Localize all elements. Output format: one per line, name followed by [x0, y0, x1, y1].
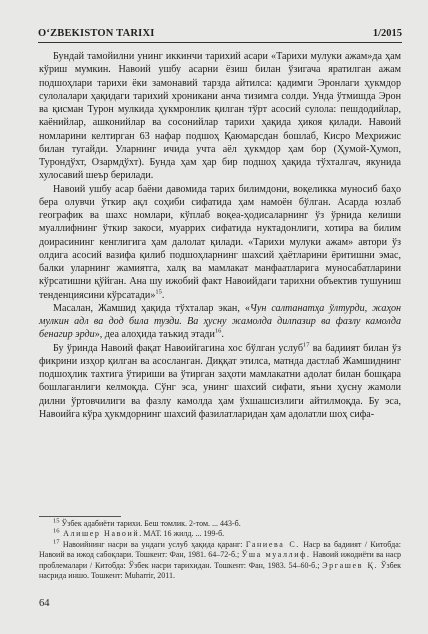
text-run: Бундай тамойилни унинг иккинчи тарихий асари «Тарихи мулуки ажам»да ҳам кўриш мумкин. Навоий ушбу асарни ёзиш билан ўзигача яратилган ажам подшоҳлари тарихи ёки замонавий тарзда айтилса: қадимги Эронлаги ҳукмдор сулолалари ҳақидаги тарихий хроникани анча тизимга солди. Унда ўтмишда Эрон ва қисман Турон мулкида ҳукмронлик қилган тўрт асосий сулола: пешдодийлар, каёнийлар, ашконийлар ва сосонийлар тарихи ҳақида ҳикоя қилади. Навоий номларини келтирган 63 нафар подшоҳ Қаюмарсдан бошлаб, Кисро Меҳрижис билан тугайди. Уларнинг ичида учта аёл ҳукмдор ҳам бор (Ҳумой-Ҳумоп, Туронд	[39, 51, 401, 168]
text-run: .	[221, 329, 224, 341]
text-run: .	[161, 289, 165, 301]
text-run: Ўзбек насрида иншо. Тошкент: Muharrir, 2011.	[39, 560, 402, 581]
footnote-ref: 16	[53, 527, 60, 535]
footnote-rule	[39, 516, 121, 517]
text-run: ва бадиият билан ўз фикрини изҳор қилган ва асосланган. Диққат этилса, матнда дастлаб Жамшиднинг подшоҳлик тахтига ўтириши ва ўтирган заҳоти мамлакатни адолат билан бошқара бошлаганлиги келмоқда. Сўнг эса, унинг шахсий сифати, яъни ҳусну жамоли дилни ўртовчилиги ва фазлу камолда ҳам ўхшашсизлиги айтилмоқда. Бу эса, Навоийга кўра ҳукмдорнинг шахсий фазилатларидан ҳам адолатли шоҳ сифа-	[39, 342, 401, 420]
text-run: Наср ва бадиият / Китобда: Навоий ва ижод сабоқлари. Тошкент: Фан, 1981. 64–72-б.;	[39, 539, 401, 560]
text-run: Навоийнинг насри ва ундаги услуб ҳақида қаранг:	[59, 539, 246, 549]
footnote-ref: 15	[155, 288, 162, 296]
page-number: 64	[39, 598, 50, 609]
text-run: Ўзбек адабиёти тарихи. Беш томлик. 2-том. ... 443-б.	[59, 519, 241, 528]
quote-italic: Чун салтанатҳа ўлтурди, жаҳон мулкин адл ва дод била тузди. Ва ҳусну жамолда дилпазир ва фазлу камолда бенагир эрди	[39, 302, 402, 341]
footnote-ref: 16	[214, 327, 222, 335]
footnote	[39, 519, 401, 529]
text-run: », деа алоҳида таъкид этади	[94, 329, 215, 341]
text-run: ў	[70, 157, 76, 168]
paragraph	[39, 302, 401, 342]
footnote-ref: 17	[53, 538, 60, 546]
header-rule	[38, 42, 402, 43]
text-run: . МАТ. 16 жилд. ... 199-б.	[139, 529, 225, 539]
text-run: Навоий ушбу асар баёни давомида тарих билимдони, воқеликка муносиб баҳо бера олувчи ўткир ақл соҳиби сифатида ҳам намоён бўлган. Асарда юзлаб географик ва шахс номлари, кўплаб воқеа-ҳодисаларнинг ўз ўрнида келиши муаллифнинг ўткир закоси, муаррих сифатида нуктадонлиги, хотира ва билим доирасининг кенглигига ҳам далолат қилади. «Тарихи мулуки ажам» автори ўз олдига асосий вазифа қилиб подшоҳларнинг шахсий ҳаётларини ёритишни эмас, балки уларнинг жамиятга, халқ ва мамлакат манфаатларига муносабатларини кўрсатишни қўйган. Ана шу ижобий факт Навоийдаги тарихни объектив тушуниш тенденциясини кўрсатади»	[39, 183, 401, 301]
footnote	[39, 540, 401, 582]
author-name: Ўша муаллиф.	[241, 550, 311, 560]
paragraph	[39, 50, 401, 183]
running-header	[38, 28, 402, 42]
text-run: Бу ўринда Навоий фақат Навоийгагина хос бўлган услуб	[53, 342, 303, 354]
text-run: хт). Бунда ҳам ҳар бир подшоҳ ҳақида тўхталгач, якунида хулосавий шеър берилади.	[39, 157, 401, 182]
paragraph	[39, 342, 401, 422]
text-run: Масалан, Жамшид ҳақида тўхталар экан, «	[53, 302, 250, 314]
author-name: Эргашев Қ.	[322, 560, 378, 570]
footnote-ref: 17	[302, 341, 310, 349]
journal-title: O‘ZBEKISTON TARIXI	[38, 28, 155, 39]
text-run: ў	[123, 157, 130, 168]
footnote-ref: 15	[53, 517, 60, 525]
footnote	[39, 529, 401, 539]
author-name: Алишер Навоий	[59, 529, 140, 539]
text-run: хт, Озармд	[75, 157, 124, 168]
footnotes	[39, 519, 401, 581]
author-name: Ганиева С.	[245, 539, 300, 549]
issue-number: 1/2015	[372, 28, 402, 39]
paragraph	[39, 183, 401, 302]
text-run: Навоий ижодиёти ва наср проблемалари / Китобда: Ўзбек насри тарихидан. Тошкент: Фан, 1983. 54–60-б.;	[39, 550, 402, 570]
article-body	[39, 50, 401, 421]
